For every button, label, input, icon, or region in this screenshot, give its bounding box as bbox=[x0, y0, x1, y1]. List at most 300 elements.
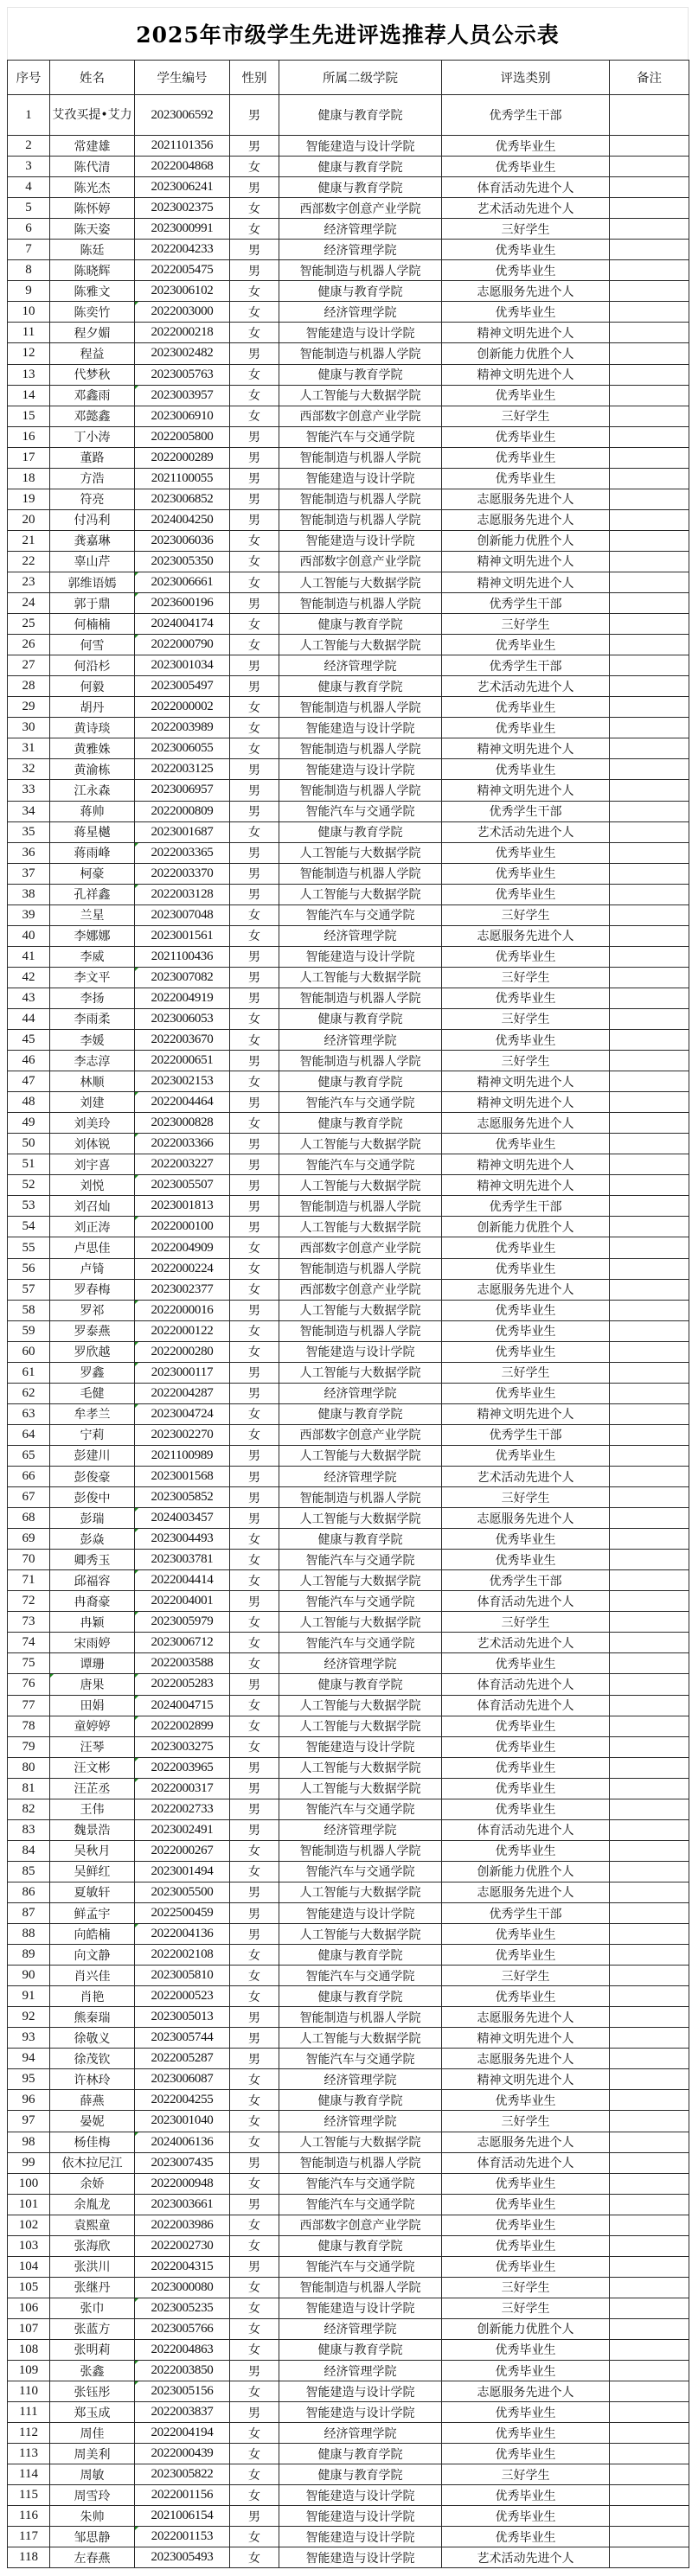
cell-seq[interactable]: 5 bbox=[8, 198, 50, 219]
cell-student-id[interactable]: 2022000224 bbox=[135, 1258, 230, 1279]
cell-note[interactable] bbox=[610, 1674, 689, 1695]
cell-seq[interactable]: 44 bbox=[8, 1008, 50, 1029]
cell-college[interactable]: 智能汽车与交通学院 bbox=[279, 1154, 442, 1175]
cell-college[interactable]: 智能制造与机器人学院 bbox=[279, 988, 442, 1008]
cell-note[interactable] bbox=[610, 1882, 689, 1902]
cell-student-id[interactable]: 2022005287 bbox=[135, 2049, 230, 2069]
cell-note[interactable] bbox=[610, 1258, 689, 1279]
cell-seq[interactable]: 86 bbox=[8, 1882, 50, 1902]
cell-category[interactable]: 优秀毕业生 bbox=[442, 447, 610, 468]
cell-gender[interactable]: 女 bbox=[230, 219, 279, 240]
cell-college[interactable]: 经济管理学院 bbox=[279, 1030, 442, 1051]
cell-student-id[interactable]: 2022003370 bbox=[135, 863, 230, 884]
cell-note[interactable] bbox=[610, 509, 689, 530]
cell-gender[interactable]: 女 bbox=[230, 2090, 279, 2111]
cell-seq[interactable]: 17 bbox=[8, 447, 50, 468]
cell-gender[interactable]: 女 bbox=[230, 2339, 279, 2360]
cell-name[interactable]: 黄雅姝 bbox=[50, 738, 135, 759]
cell-name[interactable]: 常建雄 bbox=[50, 136, 135, 157]
cell-college[interactable]: 智能制造与机器人学院 bbox=[279, 697, 442, 718]
cell-category[interactable]: 精神文明先进个人 bbox=[442, 572, 610, 592]
cell-category[interactable]: 优秀学生干部 bbox=[442, 801, 610, 821]
cell-category[interactable]: 精神文明先进个人 bbox=[442, 2028, 610, 2049]
cell-seq[interactable]: 71 bbox=[8, 1570, 50, 1591]
cell-name[interactable]: 张巾 bbox=[50, 2298, 135, 2318]
cell-name[interactable]: 周美利 bbox=[50, 2444, 135, 2464]
cell-college[interactable]: 智能建造与设计学院 bbox=[279, 530, 442, 551]
cell-seq[interactable]: 78 bbox=[8, 1716, 50, 1736]
cell-category[interactable]: 三好学生 bbox=[442, 2111, 610, 2132]
cell-gender[interactable]: 女 bbox=[230, 2547, 279, 2568]
cell-seq[interactable]: 34 bbox=[8, 801, 50, 821]
cell-category[interactable]: 优秀毕业生 bbox=[442, 2339, 610, 2360]
cell-gender[interactable]: 男 bbox=[230, 2028, 279, 2049]
cell-seq[interactable]: 110 bbox=[8, 2381, 50, 2402]
cell-college[interactable]: 智能汽车与交通学院 bbox=[279, 904, 442, 925]
cell-student-id[interactable]: 2023003275 bbox=[135, 1736, 230, 1757]
cell-category[interactable]: 创新能力优胜个人 bbox=[442, 2318, 610, 2339]
cell-college[interactable]: 人工智能与大数据学院 bbox=[279, 1612, 442, 1633]
cell-seq[interactable]: 16 bbox=[8, 426, 50, 447]
cell-student-id[interactable]: 2022004909 bbox=[135, 1237, 230, 1258]
cell-name[interactable]: 程夕媚 bbox=[50, 323, 135, 343]
cell-student-id[interactable]: 2022005800 bbox=[135, 426, 230, 447]
cell-gender[interactable]: 男 bbox=[230, 260, 279, 281]
cell-category[interactable]: 优秀毕业生 bbox=[442, 2256, 610, 2277]
cell-student-id[interactable]: 2022004001 bbox=[135, 1591, 230, 1612]
cell-college[interactable]: 人工智能与大数据学院 bbox=[279, 1778, 442, 1799]
cell-name[interactable]: 邹思静 bbox=[50, 2527, 135, 2547]
cell-college[interactable]: 经济管理学院 bbox=[279, 1819, 442, 1840]
cell-college[interactable]: 西部数字创意产业学院 bbox=[279, 551, 442, 572]
cell-student-id[interactable]: 2022003670 bbox=[135, 1030, 230, 1051]
cell-category[interactable]: 体育活动先进个人 bbox=[442, 1819, 610, 1840]
cell-student-id[interactable]: 2023007048 bbox=[135, 904, 230, 925]
cell-college[interactable]: 智能汽车与交通学院 bbox=[279, 2049, 442, 2069]
cell-category[interactable]: 优秀毕业生 bbox=[442, 1030, 610, 1051]
cell-seq[interactable]: 32 bbox=[8, 759, 50, 780]
cell-college[interactable]: 西部数字创意产业学院 bbox=[279, 2215, 442, 2235]
cell-note[interactable] bbox=[610, 572, 689, 592]
cell-name[interactable]: 童婷婷 bbox=[50, 1716, 135, 1736]
cell-note[interactable] bbox=[610, 1550, 689, 1570]
cell-seq[interactable]: 35 bbox=[8, 821, 50, 842]
cell-gender[interactable]: 女 bbox=[230, 1633, 279, 1653]
cell-gender[interactable]: 男 bbox=[230, 240, 279, 260]
cell-category[interactable]: 优秀毕业生 bbox=[442, 136, 610, 157]
cell-college[interactable]: 人工智能与大数据学院 bbox=[279, 1362, 442, 1383]
cell-college[interactable]: 经济管理学院 bbox=[279, 302, 442, 323]
cell-name[interactable]: 彭俊中 bbox=[50, 1487, 135, 1508]
cell-gender[interactable]: 男 bbox=[230, 2256, 279, 2277]
cell-student-id[interactable]: 2023006087 bbox=[135, 2069, 230, 2090]
cell-note[interactable] bbox=[610, 551, 689, 572]
cell-college[interactable]: 智能汽车与交通学院 bbox=[279, 801, 442, 821]
cell-seq[interactable]: 65 bbox=[8, 1445, 50, 1466]
cell-gender[interactable]: 女 bbox=[230, 697, 279, 718]
cell-college[interactable]: 健康与教育学院 bbox=[279, 2444, 442, 2464]
cell-category[interactable]: 优秀毕业生 bbox=[442, 2402, 610, 2423]
cell-gender[interactable]: 男 bbox=[230, 468, 279, 489]
cell-category[interactable]: 优秀毕业生 bbox=[442, 1529, 610, 1550]
cell-name[interactable]: 邱福容 bbox=[50, 1570, 135, 1591]
cell-gender[interactable]: 男 bbox=[230, 447, 279, 468]
cell-name[interactable]: 熊秦瑞 bbox=[50, 2007, 135, 2028]
cell-student-id[interactable]: 2022003227 bbox=[135, 1154, 230, 1175]
cell-student-id[interactable]: 2024004174 bbox=[135, 614, 230, 635]
cell-name[interactable]: 兰星 bbox=[50, 904, 135, 925]
cell-college[interactable]: 智能汽车与交通学院 bbox=[279, 1550, 442, 1570]
cell-college[interactable]: 经济管理学院 bbox=[279, 240, 442, 260]
cell-category[interactable]: 优秀毕业生 bbox=[442, 718, 610, 738]
cell-category[interactable]: 优秀毕业生 bbox=[442, 635, 610, 655]
cell-name[interactable]: 陈雅文 bbox=[50, 281, 135, 302]
cell-college[interactable]: 智能汽车与交通学院 bbox=[279, 1092, 442, 1113]
cell-name[interactable]: 魏景浩 bbox=[50, 1819, 135, 1840]
cell-category[interactable]: 优秀毕业生 bbox=[442, 1300, 610, 1320]
cell-category[interactable]: 优秀毕业生 bbox=[442, 1237, 610, 1258]
cell-name[interactable]: 李威 bbox=[50, 946, 135, 967]
cell-seq[interactable]: 27 bbox=[8, 655, 50, 676]
cell-student-id[interactable]: 2022004287 bbox=[135, 1383, 230, 1403]
cell-note[interactable] bbox=[610, 489, 689, 509]
cell-gender[interactable]: 男 bbox=[230, 1154, 279, 1175]
cell-note[interactable] bbox=[610, 219, 689, 240]
cell-category[interactable]: 三好学生 bbox=[442, 1612, 610, 1633]
cell-seq[interactable]: 98 bbox=[8, 2132, 50, 2152]
cell-seq[interactable]: 12 bbox=[8, 343, 50, 364]
cell-student-id[interactable]: 2022002730 bbox=[135, 2235, 230, 2256]
cell-college[interactable]: 智能制造与机器人学院 bbox=[279, 738, 442, 759]
cell-name[interactable]: 杨佳梅 bbox=[50, 2132, 135, 2152]
cell-note[interactable] bbox=[610, 1071, 689, 1092]
cell-student-id[interactable]: 2022000016 bbox=[135, 1300, 230, 1320]
cell-category[interactable]: 三好学生 bbox=[442, 614, 610, 635]
cell-category[interactable]: 优秀毕业生 bbox=[442, 1924, 610, 1945]
cell-name[interactable]: 徐敬义 bbox=[50, 2028, 135, 2049]
cell-note[interactable] bbox=[610, 821, 689, 842]
cell-seq[interactable]: 13 bbox=[8, 364, 50, 385]
cell-college[interactable]: 智能建造与设计学院 bbox=[279, 1902, 442, 1923]
cell-name[interactable]: 辜山芹 bbox=[50, 551, 135, 572]
cell-college[interactable]: 智能汽车与交通学院 bbox=[279, 1861, 442, 1882]
cell-note[interactable] bbox=[610, 1695, 689, 1716]
cell-category[interactable]: 优秀毕业生 bbox=[442, 1550, 610, 1570]
cell-seq[interactable]: 95 bbox=[8, 2069, 50, 2090]
cell-name[interactable]: 罗泰燕 bbox=[50, 1320, 135, 1341]
cell-note[interactable] bbox=[610, 2339, 689, 2360]
cell-name[interactable]: 蒋雨峰 bbox=[50, 842, 135, 863]
cell-student-id[interactable]: 2023005766 bbox=[135, 2318, 230, 2339]
cell-gender[interactable]: 男 bbox=[230, 2007, 279, 2028]
cell-gender[interactable]: 男 bbox=[230, 1819, 279, 1840]
cell-category[interactable]: 优秀毕业生 bbox=[442, 1134, 610, 1154]
cell-gender[interactable]: 男 bbox=[230, 177, 279, 198]
cell-seq[interactable]: 76 bbox=[8, 1674, 50, 1695]
cell-seq[interactable]: 103 bbox=[8, 2235, 50, 2256]
cell-college[interactable]: 健康与教育学院 bbox=[279, 95, 442, 136]
cell-gender[interactable]: 女 bbox=[230, 821, 279, 842]
cell-student-id[interactable]: 2023005497 bbox=[135, 676, 230, 697]
cell-category[interactable]: 优秀毕业生 bbox=[442, 1840, 610, 1861]
cell-student-id[interactable]: 2022003850 bbox=[135, 2361, 230, 2381]
cell-student-id[interactable]: 2023005350 bbox=[135, 551, 230, 572]
cell-note[interactable] bbox=[610, 1008, 689, 1029]
cell-student-id[interactable]: 2023002270 bbox=[135, 1424, 230, 1445]
cell-student-id[interactable]: 2022000267 bbox=[135, 1840, 230, 1861]
cell-gender[interactable]: 女 bbox=[230, 1840, 279, 1861]
cell-seq[interactable]: 40 bbox=[8, 925, 50, 946]
header-note[interactable]: 备注 bbox=[610, 61, 689, 95]
cell-seq[interactable]: 26 bbox=[8, 635, 50, 655]
cell-student-id[interactable]: 2022002108 bbox=[135, 1945, 230, 1966]
cell-gender[interactable]: 女 bbox=[230, 1071, 279, 1092]
cell-category[interactable]: 体育活动先进个人 bbox=[442, 1695, 610, 1716]
cell-category[interactable]: 志愿服务先进个人 bbox=[442, 2132, 610, 2152]
cell-gender[interactable]: 女 bbox=[230, 323, 279, 343]
cell-seq[interactable]: 58 bbox=[8, 1300, 50, 1320]
cell-student-id[interactable]: 2024003457 bbox=[135, 1508, 230, 1529]
cell-note[interactable] bbox=[610, 1570, 689, 1591]
cell-note[interactable] bbox=[610, 1612, 689, 1633]
cell-name[interactable]: 周敏 bbox=[50, 2464, 135, 2485]
cell-student-id[interactable]: 2023005763 bbox=[135, 364, 230, 385]
cell-seq[interactable]: 88 bbox=[8, 1924, 50, 1945]
cell-seq[interactable]: 69 bbox=[8, 1529, 50, 1550]
cell-gender[interactable]: 女 bbox=[230, 2173, 279, 2194]
cell-college[interactable]: 智能建造与设计学院 bbox=[279, 323, 442, 343]
cell-college[interactable]: 健康与教育学院 bbox=[279, 281, 442, 302]
cell-college[interactable]: 智能汽车与交通学院 bbox=[279, 2173, 442, 2194]
cell-category[interactable]: 精神文明先进个人 bbox=[442, 780, 610, 801]
cell-college[interactable]: 健康与教育学院 bbox=[279, 1986, 442, 2007]
cell-seq[interactable]: 89 bbox=[8, 1945, 50, 1966]
cell-name[interactable]: 李雨柔 bbox=[50, 1008, 135, 1029]
cell-college[interactable]: 人工智能与大数据学院 bbox=[279, 2132, 442, 2152]
cell-category[interactable]: 志愿服务先进个人 bbox=[442, 1279, 610, 1300]
cell-college[interactable]: 经济管理学院 bbox=[279, 925, 442, 946]
cell-college[interactable]: 智能制造与机器人学院 bbox=[279, 343, 442, 364]
cell-note[interactable] bbox=[610, 593, 689, 614]
cell-category[interactable]: 艺术活动先进个人 bbox=[442, 821, 610, 842]
cell-category[interactable]: 优秀毕业生 bbox=[442, 302, 610, 323]
cell-note[interactable] bbox=[610, 136, 689, 157]
cell-seq[interactable]: 92 bbox=[8, 2007, 50, 2028]
cell-note[interactable] bbox=[610, 697, 689, 718]
cell-college[interactable]: 智能制造与机器人学院 bbox=[279, 2277, 442, 2298]
cell-gender[interactable]: 女 bbox=[230, 1695, 279, 1716]
cell-category[interactable]: 优秀毕业生 bbox=[442, 842, 610, 863]
cell-name[interactable]: 刘悦 bbox=[50, 1175, 135, 1196]
cell-college[interactable]: 健康与教育学院 bbox=[279, 1071, 442, 1092]
cell-note[interactable] bbox=[610, 95, 689, 136]
cell-gender[interactable]: 女 bbox=[230, 2069, 279, 2090]
cell-college[interactable]: 健康与教育学院 bbox=[279, 1113, 442, 1134]
cell-note[interactable] bbox=[610, 1757, 689, 1778]
cell-gender[interactable]: 女 bbox=[230, 1861, 279, 1882]
cell-category[interactable]: 优秀毕业生 bbox=[442, 946, 610, 967]
cell-seq[interactable]: 43 bbox=[8, 988, 50, 1008]
cell-category[interactable]: 优秀毕业生 bbox=[442, 1757, 610, 1778]
cell-college[interactable]: 智能建造与设计学院 bbox=[279, 2547, 442, 2568]
cell-seq[interactable]: 61 bbox=[8, 1362, 50, 1383]
cell-note[interactable] bbox=[610, 1778, 689, 1799]
cell-gender[interactable]: 男 bbox=[230, 1196, 279, 1217]
cell-student-id[interactable]: 2023003781 bbox=[135, 1550, 230, 1570]
cell-seq[interactable]: 111 bbox=[8, 2402, 50, 2423]
cell-note[interactable] bbox=[610, 1861, 689, 1882]
cell-seq[interactable]: 108 bbox=[8, 2339, 50, 2360]
cell-note[interactable] bbox=[610, 1383, 689, 1403]
cell-category[interactable]: 优秀毕业生 bbox=[442, 1799, 610, 1819]
cell-student-id[interactable]: 2023002377 bbox=[135, 1279, 230, 1300]
cell-college[interactable]: 智能汽车与交通学院 bbox=[279, 2256, 442, 2277]
cell-category[interactable]: 志愿服务先进个人 bbox=[442, 1113, 610, 1134]
cell-name[interactable]: 卢思佳 bbox=[50, 1237, 135, 1258]
cell-seq[interactable]: 46 bbox=[8, 1051, 50, 1071]
cell-category[interactable]: 优秀学生干部 bbox=[442, 593, 610, 614]
cell-seq[interactable]: 63 bbox=[8, 1403, 50, 1424]
cell-name[interactable]: 董路 bbox=[50, 447, 135, 468]
cell-seq[interactable]: 94 bbox=[8, 2049, 50, 2069]
cell-note[interactable] bbox=[610, 1279, 689, 1300]
cell-category[interactable]: 精神文明先进个人 bbox=[442, 364, 610, 385]
cell-college[interactable]: 人工智能与大数据学院 bbox=[279, 1757, 442, 1778]
cell-name[interactable]: 何毅 bbox=[50, 676, 135, 697]
cell-college[interactable]: 西部数字创意产业学院 bbox=[279, 406, 442, 426]
cell-student-id[interactable]: 2023600196 bbox=[135, 593, 230, 614]
cell-category[interactable]: 志愿服务先进个人 bbox=[442, 2049, 610, 2069]
cell-gender[interactable]: 男 bbox=[230, 1757, 279, 1778]
cell-category[interactable]: 精神文明先进个人 bbox=[442, 1403, 610, 1424]
cell-note[interactable] bbox=[610, 530, 689, 551]
cell-seq[interactable]: 4 bbox=[8, 177, 50, 198]
cell-gender[interactable]: 女 bbox=[230, 302, 279, 323]
cell-gender[interactable]: 女 bbox=[230, 614, 279, 635]
cell-name[interactable]: 刘正涛 bbox=[50, 1217, 135, 1237]
cell-seq[interactable]: 105 bbox=[8, 2277, 50, 2298]
cell-college[interactable]: 智能建造与设计学院 bbox=[279, 468, 442, 489]
cell-college[interactable]: 智能汽车与交通学院 bbox=[279, 1966, 442, 1986]
cell-category[interactable]: 精神文明先进个人 bbox=[442, 2069, 610, 2090]
cell-name[interactable]: 陈光杰 bbox=[50, 177, 135, 198]
cell-category[interactable]: 优秀毕业生 bbox=[442, 1986, 610, 2007]
cell-seq[interactable]: 9 bbox=[8, 281, 50, 302]
cell-seq[interactable]: 60 bbox=[8, 1341, 50, 1362]
cell-student-id[interactable]: 2022000002 bbox=[135, 697, 230, 718]
cell-name[interactable]: 肖艳 bbox=[50, 1986, 135, 2007]
cell-gender[interactable]: 女 bbox=[230, 1612, 279, 1633]
cell-seq[interactable]: 33 bbox=[8, 780, 50, 801]
cell-name[interactable]: 付冯利 bbox=[50, 509, 135, 530]
cell-seq[interactable]: 90 bbox=[8, 1966, 50, 1986]
cell-student-id[interactable]: 2022003986 bbox=[135, 2215, 230, 2235]
cell-note[interactable] bbox=[610, 2152, 689, 2173]
cell-student-id[interactable]: 2023001040 bbox=[135, 2111, 230, 2132]
cell-category[interactable]: 志愿服务先进个人 bbox=[442, 509, 610, 530]
cell-gender[interactable]: 女 bbox=[230, 2381, 279, 2402]
cell-note[interactable] bbox=[610, 801, 689, 821]
cell-college[interactable]: 西部数字创意产业学院 bbox=[279, 1279, 442, 1300]
cell-gender[interactable]: 女 bbox=[230, 1570, 279, 1591]
cell-category[interactable]: 优秀毕业生 bbox=[442, 1945, 610, 1966]
cell-seq[interactable]: 112 bbox=[8, 2423, 50, 2444]
cell-name[interactable]: 何雪 bbox=[50, 635, 135, 655]
cell-gender[interactable]: 女 bbox=[230, 2527, 279, 2547]
cell-name[interactable]: 何楠楠 bbox=[50, 614, 135, 635]
header-college[interactable]: 所属二级学院 bbox=[279, 61, 442, 95]
cell-category[interactable]: 优秀毕业生 bbox=[442, 468, 610, 489]
cell-note[interactable] bbox=[610, 863, 689, 884]
cell-gender[interactable]: 女 bbox=[230, 2444, 279, 2464]
cell-college[interactable]: 健康与教育学院 bbox=[279, 2235, 442, 2256]
cell-seq[interactable]: 87 bbox=[8, 1902, 50, 1923]
header-seq[interactable]: 序号 bbox=[8, 61, 50, 95]
cell-college[interactable]: 人工智能与大数据学院 bbox=[279, 1445, 442, 1466]
cell-gender[interactable]: 女 bbox=[230, 1258, 279, 1279]
cell-student-id[interactable]: 2022000809 bbox=[135, 801, 230, 821]
cell-college[interactable]: 人工智能与大数据学院 bbox=[279, 842, 442, 863]
cell-name[interactable]: 左春燕 bbox=[50, 2547, 135, 2568]
cell-seq[interactable]: 22 bbox=[8, 551, 50, 572]
cell-category[interactable]: 优秀毕业生 bbox=[442, 2215, 610, 2235]
cell-category[interactable]: 优秀毕业生 bbox=[442, 240, 610, 260]
cell-college[interactable]: 人工智能与大数据学院 bbox=[279, 385, 442, 406]
cell-name[interactable]: 陈奕竹 bbox=[50, 302, 135, 323]
cell-note[interactable] bbox=[610, 385, 689, 406]
cell-college[interactable]: 健康与教育学院 bbox=[279, 177, 442, 198]
cell-name[interactable]: 周佳 bbox=[50, 2423, 135, 2444]
cell-name[interactable]: 彭焱 bbox=[50, 1529, 135, 1550]
cell-category[interactable]: 优秀毕业生 bbox=[442, 1258, 610, 1279]
cell-college[interactable]: 人工智能与大数据学院 bbox=[279, 1695, 442, 1716]
cell-student-id[interactable]: 2023007435 bbox=[135, 2152, 230, 2173]
cell-student-id[interactable]: 2023006592 bbox=[135, 95, 230, 136]
cell-student-id[interactable]: 2022000651 bbox=[135, 1051, 230, 1071]
cell-seq[interactable]: 96 bbox=[8, 2090, 50, 2111]
header-student-id[interactable]: 学生编号 bbox=[135, 61, 230, 95]
cell-student-id[interactable]: 2023006661 bbox=[135, 572, 230, 592]
cell-note[interactable] bbox=[610, 1154, 689, 1175]
cell-category[interactable]: 体育活动先进个人 bbox=[442, 177, 610, 198]
cell-student-id[interactable]: 2023002375 bbox=[135, 198, 230, 219]
cell-college[interactable]: 智能制造与机器人学院 bbox=[279, 1320, 442, 1341]
cell-student-id[interactable]: 2022003965 bbox=[135, 1757, 230, 1778]
cell-category[interactable]: 精神文明先进个人 bbox=[442, 323, 610, 343]
cell-student-id[interactable]: 2022000280 bbox=[135, 1341, 230, 1362]
cell-student-id[interactable]: 2023004493 bbox=[135, 1529, 230, 1550]
cell-category[interactable]: 优秀毕业生 bbox=[442, 1320, 610, 1341]
cell-student-id[interactable]: 2021100436 bbox=[135, 946, 230, 967]
cell-note[interactable] bbox=[610, 1051, 689, 1071]
cell-college[interactable]: 健康与教育学院 bbox=[279, 676, 442, 697]
cell-category[interactable]: 创新能力优胜个人 bbox=[442, 343, 610, 364]
cell-name[interactable]: 卢锜 bbox=[50, 1258, 135, 1279]
cell-seq[interactable]: 91 bbox=[8, 1986, 50, 2007]
cell-gender[interactable]: 女 bbox=[230, 1237, 279, 1258]
cell-note[interactable] bbox=[610, 1966, 689, 1986]
cell-note[interactable] bbox=[610, 1341, 689, 1362]
cell-seq[interactable]: 55 bbox=[8, 1237, 50, 1258]
cell-category[interactable]: 体育活动先进个人 bbox=[442, 1591, 610, 1612]
cell-note[interactable] bbox=[610, 2547, 689, 2568]
cell-seq[interactable]: 29 bbox=[8, 697, 50, 718]
cell-name[interactable]: 罗鑫 bbox=[50, 1362, 135, 1383]
cell-student-id[interactable]: 2022000523 bbox=[135, 1986, 230, 2007]
cell-gender[interactable]: 女 bbox=[230, 1279, 279, 1300]
cell-name[interactable]: 江永森 bbox=[50, 780, 135, 801]
cell-name[interactable]: 柯豪 bbox=[50, 863, 135, 884]
